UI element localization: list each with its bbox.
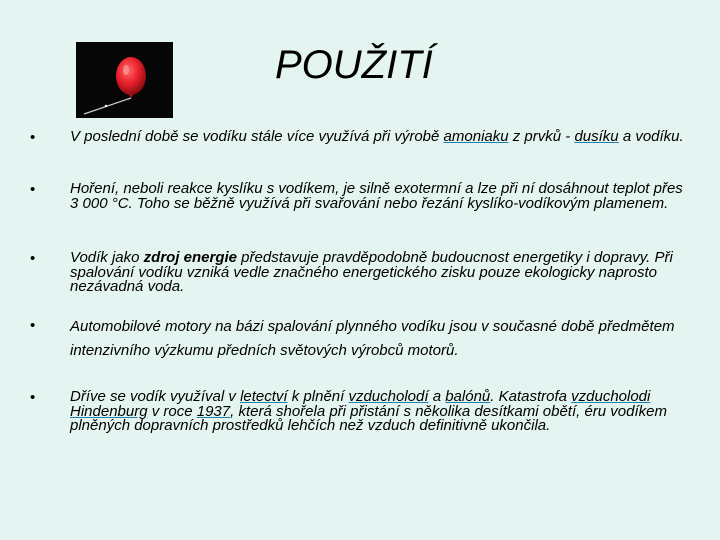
page-title: POUŽITÍ [275,43,433,87]
bullet-text: V poslední době se vodíku stále více využívá při výrobě amoniaku z prvků - dusíku a vodíku. [70,128,684,145]
balloon-photo [76,42,173,118]
balloon-icon [76,42,173,118]
bullet-text: Vodík jako zdroj energie představuje pravděpodobně budoucnost energetiky i dopravy. Při spalování vodíku vzniká vedle značného energetického zisku pouze ekologicky naprosto nezávadná voda. [70,249,673,295]
bold-text: zdroj energie [143,249,238,266]
bullet-dot: • [30,181,36,198]
bullet-text: Dříve se vodík využíval v letectví k plnění vzducholodí a balónů. Katastrofa vzducholodi Hindenburg v roce 1937, která shořela při přistání s několika desítkami obětí, éru vodíkem plněných dopravních prostředků lehčích než vzduch definitivně ukončila. [70,388,667,434]
link-1937[interactable]: 1937 [196,402,231,420]
bullet-dot: • [30,250,36,267]
bullet-dot: • [30,129,36,146]
link-vzducholodi[interactable]: vzducholodí [348,388,429,405]
bullet-text: Automobilové motory na bázi spalování plynného vodíku jsou v současné době předmětem intenzivního výzkumu předních světových výrobců motorů. [70,318,675,359]
link-letectvi[interactable]: letectví [240,388,288,405]
bullet-text: Hoření, neboli reakce kyslíku s vodíkem, je silně exotermní a lze při ní dosáhnout teplot přes 3 000 °C. Toho se běžně využívá při svařování nebo řezání kyslíko-vodíkovým plamenem. [70,180,683,212]
bullet-dot: • [30,317,36,334]
bullet-dot: • [30,389,36,406]
link-hindenburg[interactable]: vzducholodi Hindenburg [70,388,651,420]
link-amoniak[interactable]: amoniaku [443,128,509,145]
link-dusik[interactable]: dusíku [574,128,619,145]
link-balonu[interactable]: balónů [445,388,491,405]
